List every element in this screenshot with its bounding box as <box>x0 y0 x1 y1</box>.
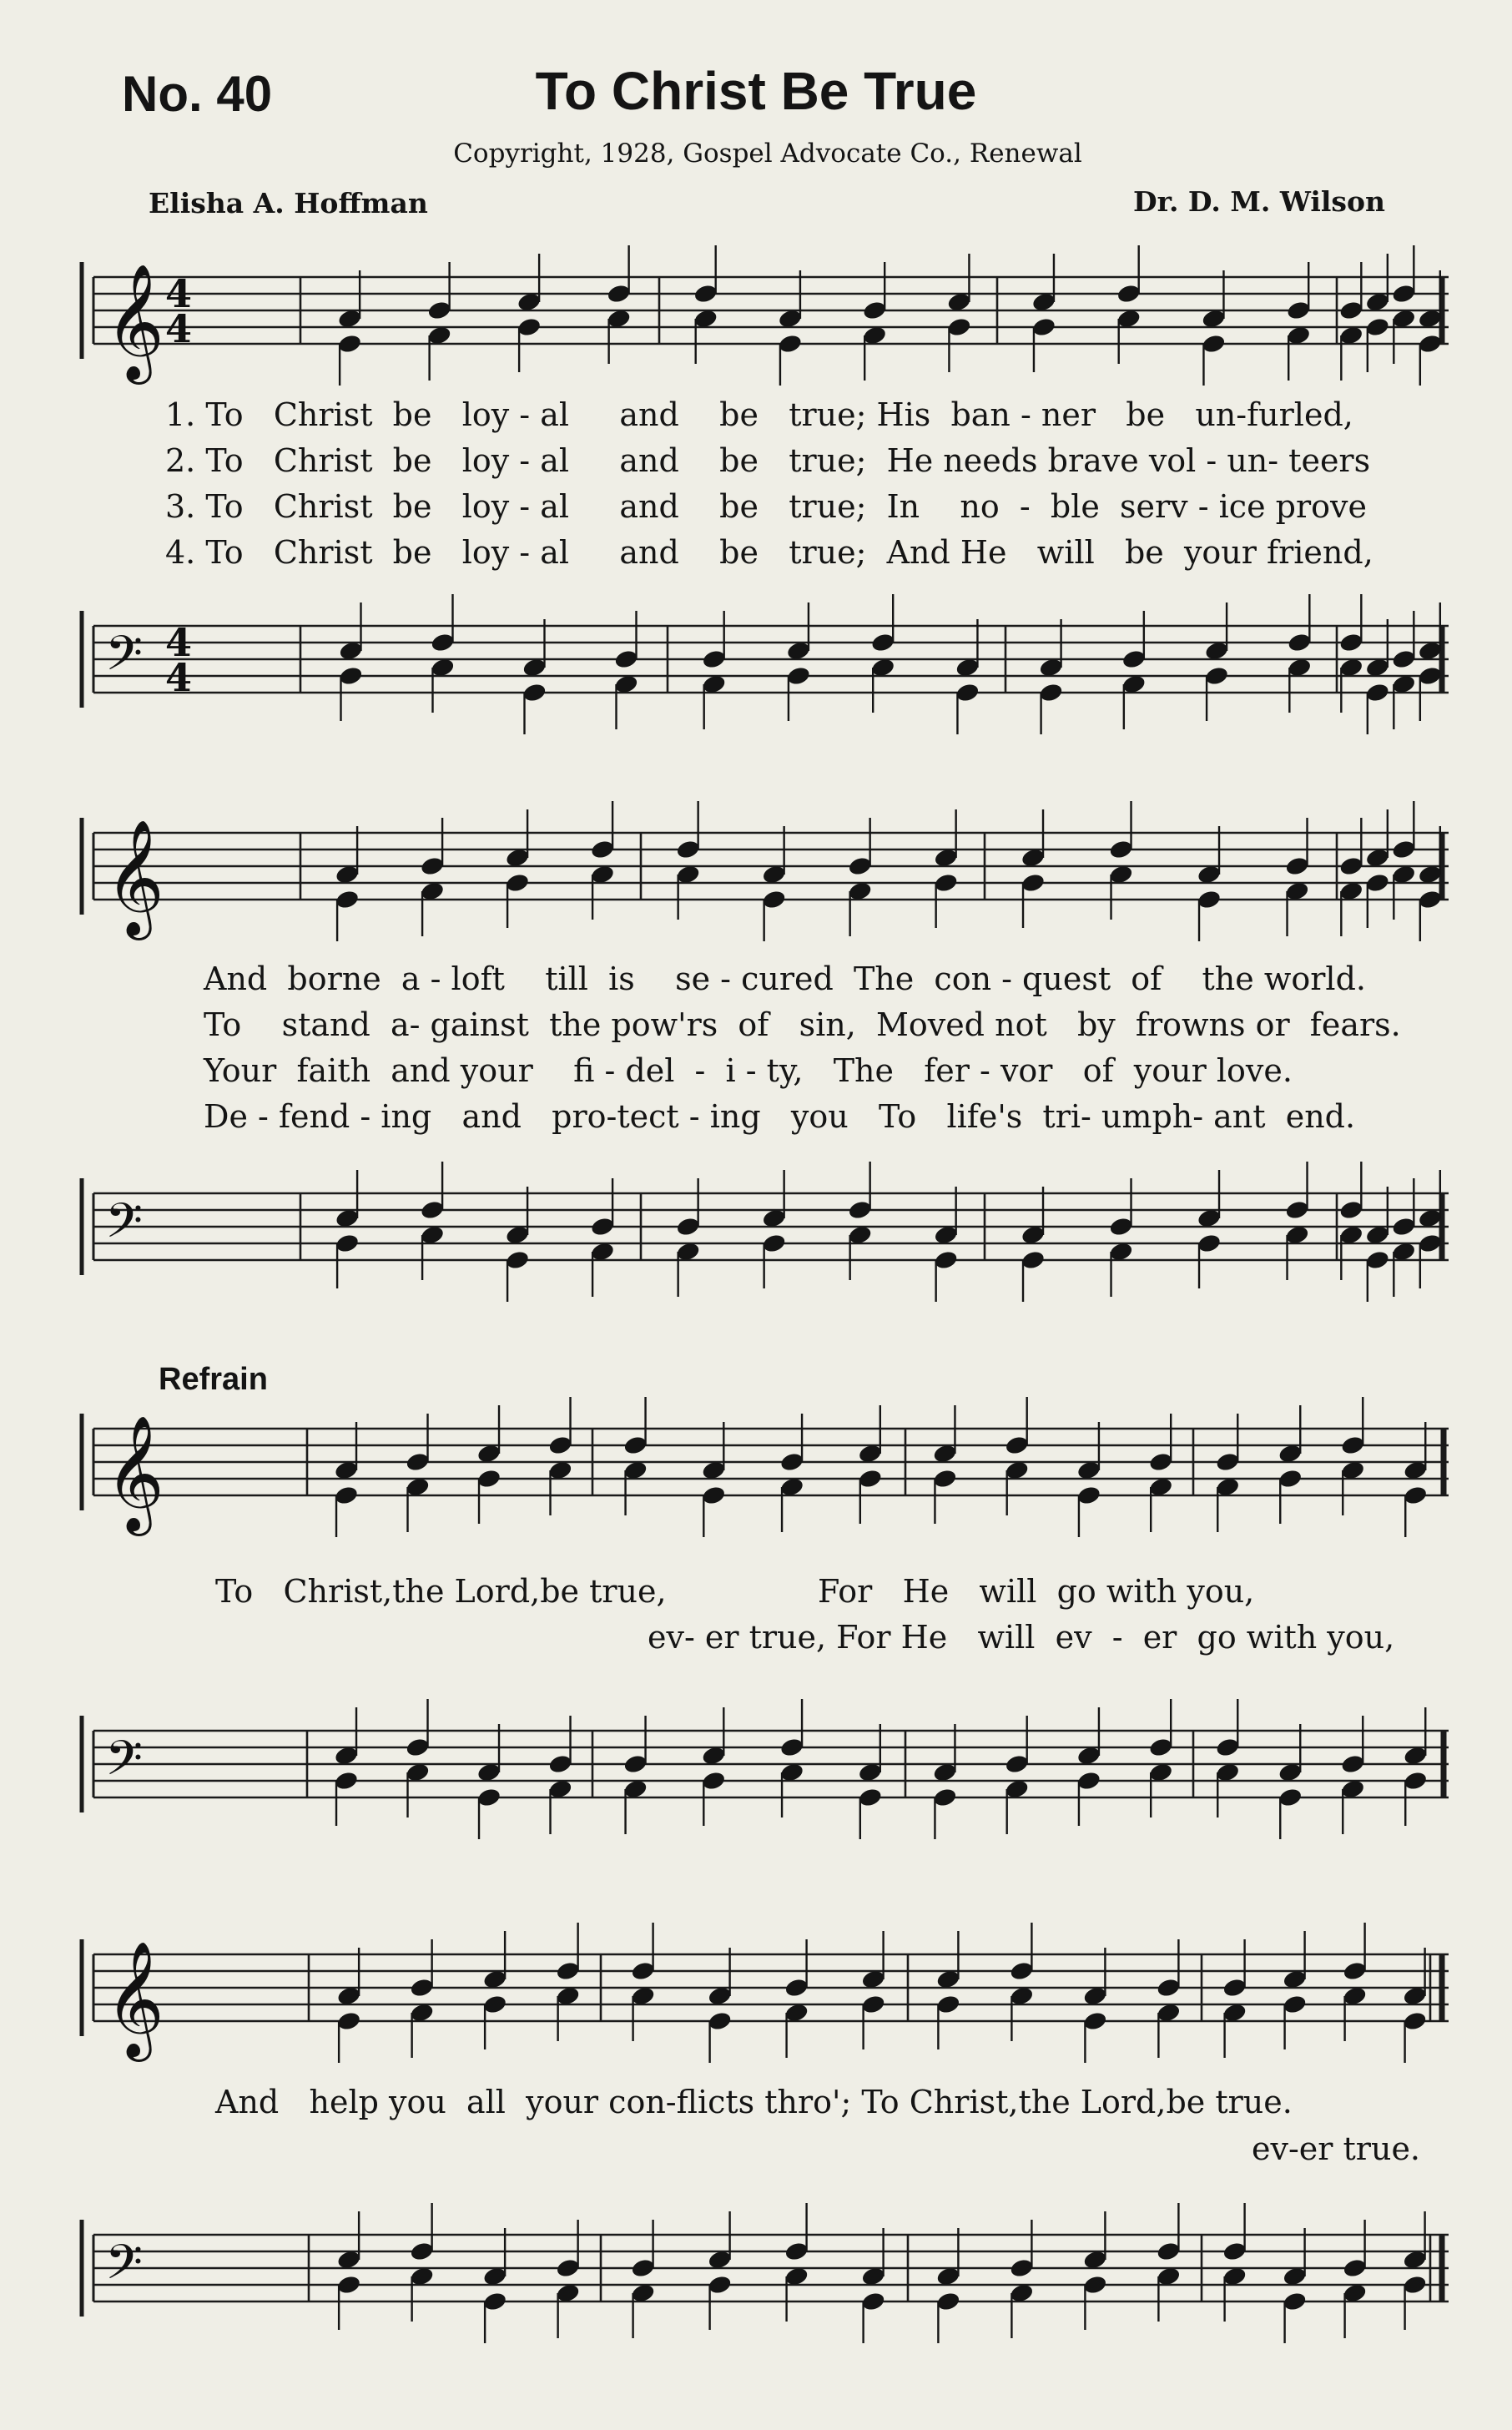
note-head <box>336 2010 362 2032</box>
note-head <box>622 1434 648 1456</box>
note-head <box>1286 300 1312 321</box>
note-head <box>1108 839 1134 860</box>
treble-clef-icon: 𝄞 <box>105 264 164 380</box>
hymn-number: No. 40 <box>122 66 273 122</box>
note-head <box>337 333 363 355</box>
note-head <box>1009 2257 1035 2279</box>
note-head <box>547 1753 573 1775</box>
note-head <box>779 1451 805 1473</box>
note-head <box>933 1249 959 1271</box>
note-head <box>761 889 787 910</box>
refrain-line-2: ev- er true, For He will ev - er go with you, <box>648 1619 1395 1656</box>
note-head <box>1402 2010 1428 2032</box>
refrain-line-4: ev-er true. <box>1252 2130 1421 2167</box>
bass-clef-icon: 𝄢 <box>105 625 144 693</box>
copyright-line: Copyright, 1928, Gospel Advocate Co., Renewal <box>453 139 1082 169</box>
note-head <box>784 2241 809 2262</box>
system-4-treble-staff <box>0 1921 1512 2063</box>
note-head <box>555 1960 581 1982</box>
bass-clef-icon: 𝄢 <box>105 2234 144 2302</box>
note-head <box>778 333 804 355</box>
note-head <box>870 632 896 653</box>
note-head <box>1338 632 1364 653</box>
note-head <box>505 872 531 894</box>
note-head <box>1009 1960 1035 1982</box>
note-head <box>779 1737 805 1758</box>
verse-2-line-2: To stand a- gainst the pow'rs of sin, Moved not by frowns or fears. <box>204 1006 1401 1043</box>
refrain-line-1b: For He will go with you, <box>818 1573 1255 1610</box>
note-head <box>482 2291 508 2312</box>
verse-1-line-1: 1. To Christ be loy - al and be true; His ban - ner be un-furled, <box>165 396 1353 433</box>
note-head <box>1391 1216 1417 1238</box>
note-head <box>1365 872 1391 894</box>
note-head <box>1278 1787 1303 1808</box>
note-head <box>482 1994 508 2015</box>
note-head <box>606 283 632 305</box>
note-head <box>1108 1216 1134 1238</box>
refrain-line-3: And help you all your con-flicts thro'; To Christ,the Lord,be true. <box>215 2084 1293 2120</box>
note-head <box>1403 1770 1429 1792</box>
note-head <box>1215 1451 1241 1473</box>
time-signature: 4 <box>165 306 193 351</box>
note-head <box>1338 1199 1364 1221</box>
note-head <box>1287 632 1313 653</box>
note-head <box>420 1199 446 1221</box>
note-head <box>1391 283 1417 305</box>
note-head <box>334 1485 360 1506</box>
note-head <box>1204 665 1230 687</box>
note-head <box>935 2291 961 2312</box>
verse-3-line-2: Your faith and your fi - del - i - ty, The fer - vor of your love. <box>204 1052 1293 1089</box>
note-head <box>517 316 542 338</box>
note-head <box>505 1249 531 1271</box>
treble-clef-icon: 𝄞 <box>105 1941 164 2057</box>
note-head <box>630 2257 656 2279</box>
system-1-bass-staff <box>0 592 1512 734</box>
note-head <box>675 839 701 860</box>
note-head <box>476 1787 502 1808</box>
note-head <box>1342 1960 1368 1982</box>
note-head <box>707 2010 733 2032</box>
note-head <box>858 1787 884 1808</box>
note-head <box>335 1233 360 1254</box>
note-head <box>1031 316 1057 338</box>
note-head <box>860 2291 886 2312</box>
note-head <box>522 682 547 703</box>
system-2-treble-staff <box>0 799 1512 941</box>
note-head <box>1201 333 1227 355</box>
treble-clef-icon: 𝄞 <box>105 819 164 935</box>
note-head <box>613 648 639 670</box>
note-head <box>784 1977 809 1999</box>
note-head <box>555 2257 581 2279</box>
note-head <box>1156 1977 1182 1999</box>
note-head <box>701 1770 727 1792</box>
note-head <box>955 682 980 703</box>
note-head <box>1197 1233 1222 1254</box>
note-head <box>860 1994 886 2015</box>
time-signature: 4 <box>165 271 193 316</box>
note-head <box>476 1468 502 1490</box>
note-head <box>409 1977 435 1999</box>
note-head <box>1278 1468 1303 1490</box>
note-head <box>420 855 446 877</box>
composer-credit: Dr. D. M. Wilson <box>1132 185 1385 218</box>
time-signature: 4 <box>165 655 193 700</box>
note-head <box>1082 2274 1108 2296</box>
verse-4-line-2: De - fend - ing and pro-tect - ing you To life's tri- umph- ant end. <box>204 1098 1356 1135</box>
note-head <box>405 1737 431 1758</box>
note-head <box>1284 1199 1310 1221</box>
note-head <box>1402 2274 1428 2296</box>
note-head <box>409 2241 435 2262</box>
note-head <box>862 300 888 321</box>
note-head <box>590 839 616 860</box>
system-2-bass-staff <box>0 1160 1512 1302</box>
note-head <box>847 855 873 877</box>
note-head <box>1338 300 1364 321</box>
author-credit: Elisha A. Hoffman <box>149 187 428 219</box>
note-head <box>935 1994 961 2015</box>
note-head <box>1365 316 1391 338</box>
note-head <box>1004 1753 1030 1775</box>
note-head <box>933 872 959 894</box>
note-head <box>630 1960 656 1982</box>
note-head <box>1391 839 1417 860</box>
note-head <box>338 665 364 687</box>
system-3-bass-staff <box>0 1697 1512 1839</box>
note-head <box>336 2274 362 2296</box>
note-head <box>1021 872 1046 894</box>
note-head <box>1215 1737 1241 1758</box>
note-head <box>1342 2257 1368 2279</box>
note-head <box>946 316 972 338</box>
note-head <box>426 300 452 321</box>
note-head <box>1222 2241 1247 2262</box>
note-head <box>405 1451 431 1473</box>
refrain-label: Refrain <box>159 1362 268 1397</box>
note-head <box>1282 2291 1308 2312</box>
note-head <box>761 1233 787 1254</box>
note-head <box>1284 855 1310 877</box>
note-head <box>547 1434 573 1456</box>
note-head <box>701 1485 727 1506</box>
bass-clef-icon: 𝄢 <box>105 1192 144 1261</box>
note-head <box>707 2274 733 2296</box>
note-head <box>335 889 360 910</box>
verse-1-line-2: And borne a - loft till is se - cured The con - quest of the world. <box>204 960 1366 997</box>
note-head <box>590 1216 616 1238</box>
system-3-treble-staff <box>0 1395 1512 1537</box>
note-head <box>701 648 727 670</box>
note-head <box>1116 283 1142 305</box>
note-head <box>1148 1451 1174 1473</box>
note-head <box>1038 682 1064 703</box>
bass-clef-icon: 𝄢 <box>105 1730 144 1798</box>
note-head <box>1222 1977 1247 1999</box>
note-head <box>1148 1737 1174 1758</box>
verse-4-line-1: 4. To Christ be loy - al and be true; And He will be your friend, <box>165 534 1373 571</box>
note-head <box>622 1753 648 1775</box>
note-head <box>1340 1434 1366 1456</box>
note-head <box>1365 1249 1391 1271</box>
note-head <box>334 1770 360 1792</box>
note-head <box>1365 682 1391 703</box>
note-head <box>1156 2241 1182 2262</box>
verse-2-line-1: 2. To Christ be loy - al and be true; He needs brave vol - un- teers <box>165 442 1371 479</box>
note-head <box>1340 1753 1366 1775</box>
note-head <box>1021 1249 1046 1271</box>
note-head <box>1403 1485 1429 1506</box>
note-head <box>430 632 456 653</box>
note-head <box>1076 1485 1102 1506</box>
note-head <box>693 283 718 305</box>
note-head <box>1076 1770 1102 1792</box>
note-head <box>1082 2010 1108 2032</box>
note-head <box>858 1468 884 1490</box>
note-head <box>675 1216 701 1238</box>
note-head <box>1338 855 1364 877</box>
note-head <box>932 1787 958 1808</box>
note-head <box>1197 889 1222 910</box>
treble-clef-icon: 𝄞 <box>105 1415 164 1531</box>
note-head <box>1282 1994 1308 2015</box>
system-4-bass-staff <box>0 2201 1512 2343</box>
verse-3-line-1: 3. To Christ be loy - al and be true; In no - ble serv - ice prove <box>165 488 1367 525</box>
time-signature: 4 <box>165 620 193 665</box>
note-head <box>847 1199 873 1221</box>
note-head <box>1004 1434 1030 1456</box>
hymn-title: To Christ Be True <box>535 61 977 121</box>
note-head <box>1391 648 1417 670</box>
note-head <box>1121 648 1147 670</box>
system-1-treble-staff <box>0 244 1512 386</box>
note-head <box>932 1468 958 1490</box>
refrain-line-1: To Christ,the Lord,be true, <box>215 1573 667 1610</box>
note-head <box>786 665 812 687</box>
